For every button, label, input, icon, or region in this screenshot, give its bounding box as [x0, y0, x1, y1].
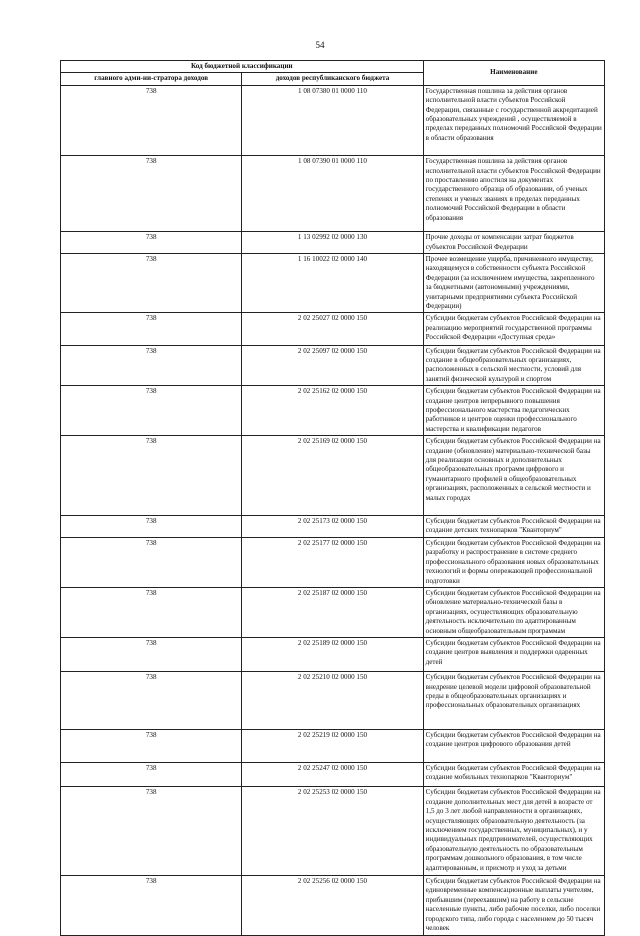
row-name: Прочее возмещение ущерба, причиненного имуществу, находящемуся в собственности субъекта Российской Федерации (за исключением имущества, закрепленного за бюджетными (автономными) учреждениями, унитарными предприятиями субъекта Российской Федерации) [423, 253, 604, 312]
table-row [61, 386, 605, 436]
row-admin-code: 738 [61, 587, 242, 637]
row-admin-code: 738 [61, 156, 242, 232]
table-row [61, 85, 605, 155]
row-admin-code: 738 [61, 637, 242, 671]
row-budget-code: 1 16 10022 02 0000 140 [242, 253, 423, 312]
row-name: Субсидии бюджетам субъектов Российской Федерации на разработку и распространение в системе среднего профессионального образования новых образовательных технологий и формы опережающей профессиональной подготовки [423, 537, 604, 587]
row-admin-code: 738 [61, 672, 242, 730]
row-budget-code: 1 13 02992 02 0000 130 [242, 232, 423, 254]
row-name: Субсидии бюджетам субъектов Российской Федерации на реализацию мероприятий государственной программы Российской Федерации «Доступная среда» [423, 313, 604, 345]
header-admin: главного адми-ни-стратора доходов [61, 73, 242, 85]
table-row [61, 729, 605, 762]
budget-classification-table [60, 60, 605, 936]
row-name: Государственная пошлина за действия органов исполнительной власти субъектов Российской Федерации, связанные с государственной аккредитацией образовательных учреждений , осуществляемой в пределах переданных полномочий Российской Федерации в области образования [423, 85, 604, 155]
page-number: 54 [315, 40, 325, 50]
row-name: Субсидии бюджетам субъектов Российской Федерации на создание центров цифрового образования детей [423, 729, 604, 762]
row-budget-code: 2 02 25247 02 0000 150 [242, 762, 423, 787]
header-row-group [61, 61, 605, 73]
row-admin-code: 738 [61, 253, 242, 312]
table-row [61, 345, 605, 386]
row-budget-code: 2 02 25097 02 0000 150 [242, 345, 423, 386]
row-budget-code: 2 02 25173 02 0000 150 [242, 516, 423, 538]
table-row [61, 762, 605, 787]
row-admin-code: 738 [61, 516, 242, 538]
row-admin-code: 738 [61, 313, 242, 345]
row-budget-code: 2 02 25219 02 0000 150 [242, 729, 423, 762]
row-name: Субсидии бюджетам субъектов Российской Федерации на создание дополнительных мест для детей в возрасте от 1,5 до 3 лет любой направленности в организациях, осуществляющих образовательную деятельность (за исключением государственных, муниципальных), и у индивидуальных предпринимателей, осуществляющих образовательную деятельность по образовательным программам дошкольного образования, в том числе адаптированным, и присмотр и уход за детьми [423, 787, 604, 876]
row-name: Субсидии бюджетам субъектов Российской Федерации на внедрение целевой модели цифровой образовательной среды в общеобразовательных организациях и профессиональных образовательных организациях [423, 672, 604, 730]
row-name: Субсидии бюджетам субъектов Российской Федерации на создание центров выявления и поддержки одаренных детей [423, 637, 604, 671]
header-revenue-code: доходов республиканского бюджета [242, 73, 423, 85]
header-budget-code-group: Код бюджетной классификации [61, 61, 424, 73]
row-name: Субсидии бюджетам субъектов Российской Федерации на создание центров непрерывного повышения профессионального мастерства педагогических работников и центров оценки профессионального мастерства и квалификации педагогов [423, 386, 604, 436]
row-budget-code: 2 02 25177 02 0000 150 [242, 537, 423, 587]
row-admin-code: 738 [61, 386, 242, 436]
row-name: Субсидии бюджетам субъектов Российской Федерации на единовременные компенсационные выплаты учителям, прибывшим (переехавшим) на работу в сельские населенные пункты, либо рабочие поселки, либо поселки городского типа, либо города с населением до 50 тысяч человек [423, 876, 604, 935]
row-budget-code: 2 02 25162 02 0000 150 [242, 386, 423, 436]
header-name: Наименование [423, 61, 604, 86]
table-row [61, 313, 605, 345]
table-row [61, 672, 605, 730]
row-name: Государственная пошлина за действия органов исполнительной власти субъектов Российской Федерации по проставлению апостиля на документах государственного образца об образовании, об ученых степенях и ученых званиях в пределах переданных полномочий Российской Федерации в области образования [423, 156, 604, 232]
row-name: Субсидии бюджетам субъектов Российской Федерации на создание (обновление) материально-технической базы для реализации основных и дополнительных общеобразовательных программ цифрового и гуманитарного профилей в общеобразовательных организациях, расположенных в сельской местности и малых городах [423, 436, 604, 516]
row-name: Прочие доходы от компенсации затрат бюджетов субъектов Российской Федерации [423, 232, 604, 254]
row-budget-code: 2 02 25253 02 0000 150 [242, 787, 423, 876]
row-budget-code: 2 02 25027 02 0000 150 [242, 313, 423, 345]
table-row [61, 156, 605, 232]
row-budget-code: 2 02 25169 02 0000 150 [242, 436, 423, 516]
row-budget-code: 2 02 25189 02 0000 150 [242, 637, 423, 671]
row-admin-code: 738 [61, 345, 242, 386]
row-budget-code: 2 02 25210 02 0000 150 [242, 672, 423, 730]
row-admin-code: 738 [61, 537, 242, 587]
table-row [61, 637, 605, 671]
row-admin-code: 738 [61, 85, 242, 155]
table-body [61, 85, 605, 935]
row-budget-code: 1 08 07380 01 0000 110 [242, 85, 423, 155]
row-admin-code: 738 [61, 762, 242, 787]
row-name: Субсидии бюджетам субъектов Российской Федерации на создание мобильных технопарков "Кванториум" [423, 762, 604, 787]
row-admin-code: 738 [61, 876, 242, 935]
row-name: Субсидии бюджетам субъектов Российской Федерации на создание детских технопарков "Кванториум" [423, 516, 604, 538]
table-row [61, 787, 605, 876]
table-row [61, 436, 605, 516]
table-header [61, 61, 605, 86]
row-admin-code: 738 [61, 232, 242, 254]
row-name: Субсидии бюджетам субъектов Российской Федерации на создание в общеобразовательных организациях, расположенных в сельской местности, условий для занятий физической культурой и спортом [423, 345, 604, 386]
table-row [61, 516, 605, 538]
table-row [61, 232, 605, 254]
row-budget-code: 2 02 25256 02 0000 150 [242, 876, 423, 935]
table-row [61, 587, 605, 637]
row-name: Субсидии бюджетам субъектов Российской Федерации на обновление материально-технической базы в организациях, осуществляющих образовательную деятельность исключительно по адаптированным основным общеобразовательным программам [423, 587, 604, 637]
row-admin-code: 738 [61, 787, 242, 876]
row-admin-code: 738 [61, 729, 242, 762]
table-row [61, 253, 605, 312]
table-row [61, 876, 605, 935]
row-admin-code: 738 [61, 436, 242, 516]
row-budget-code: 1 08 07390 01 0000 110 [242, 156, 423, 232]
table-row [61, 537, 605, 587]
row-budget-code: 2 02 25187 02 0000 150 [242, 587, 423, 637]
